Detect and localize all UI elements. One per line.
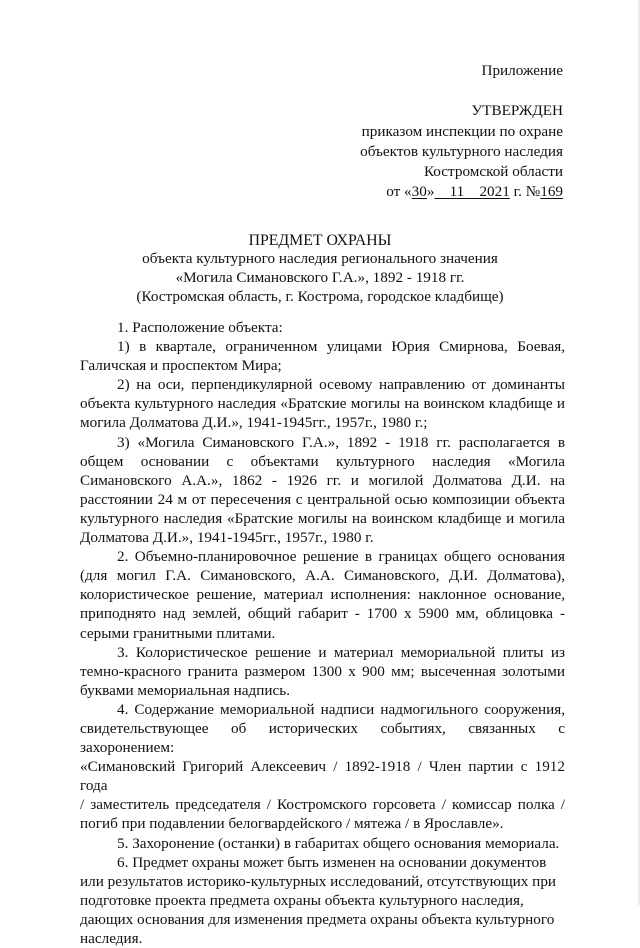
text-line: 3) «Могила Симановского Г.А.», 1892 - 1918 гг. располагается в xyxy=(117,433,565,451)
text-line: подготовке проекта предмета охраны объекта культурного наследия, xyxy=(80,891,524,909)
text-line: буквами мемориальная надпись. xyxy=(80,681,290,699)
title-line-2: «Могила Симановского Г.А.», 1892 - 1918 гг. xyxy=(175,269,465,286)
order-number: 169 xyxy=(540,183,563,200)
text-line: свидетельствующее об исторических событиях, связанных с захоронением: xyxy=(80,719,565,757)
text-line: 2) на оси, перпендикулярной осевому направлению от доминанты xyxy=(117,376,565,394)
text-line: / заместитель председателя / Костромского горсовета / комиссар полка / xyxy=(80,796,565,814)
text-line: приподнято над землей, общий габарит - 1700 х 5900 мм, облицовка - xyxy=(80,605,565,623)
date-day: 30 xyxy=(411,183,427,200)
document-title: ПРЕДМЕТ ОХРАНЫ xyxy=(248,232,392,249)
text-line: Симановского А.А.», 1862 - 1926 гг. и могилой Долматова Д.И. на xyxy=(80,471,565,489)
date-after-day: » xyxy=(426,183,435,200)
text-line: серыми гранитными плитами. xyxy=(80,624,276,642)
approval-line-3: Костромской области xyxy=(423,163,563,180)
text-line: могила Долматова Д.И.», 1941-1945гг., 1957г., 1980 г.; xyxy=(80,414,428,432)
text-line: 6. Предмет охраны может быть изменен на основании документов xyxy=(117,853,547,871)
text-line: колористическое решение, материал исполнения: наклонное основание, xyxy=(80,586,565,604)
number-prefix: г. № xyxy=(509,183,541,200)
section-1-heading: 1. Расположение объекта: xyxy=(117,319,283,336)
text-line: дающих основания для изменения предмета охраны объекта культурного xyxy=(80,910,555,928)
text-line: погиб при подавлении белогвардейского / мятежа / в Ярославле». xyxy=(80,815,504,833)
text-line: 5. Захоронение (останки) в габаритах общего основания мемориала. xyxy=(117,834,560,852)
approval-date-line xyxy=(386,182,563,201)
text-line: общем основании с объектами культурного наследия «Могила xyxy=(80,452,565,470)
text-line: Галичская и проспектом Мира; xyxy=(80,357,282,375)
text-line: «Симановский Григорий Алексеевич / 1892-1918 / Член партии с 1912 года xyxy=(80,758,565,795)
text-line: объекта культурного наследия «Братские могилы на воинском кладбище и xyxy=(80,395,565,413)
text-line: наследия. xyxy=(80,930,143,947)
title-line-3: (Костромская область, г. Кострома, городское кладбище) xyxy=(136,288,504,305)
text-line: расстоянии 24 м от пересечения с центральной осью композиции объекта xyxy=(80,490,565,508)
text-line: 3. Колористическое решение и материал мемориальной плиты из xyxy=(117,643,565,661)
date-month-year: 11 2021 xyxy=(449,183,510,200)
approval-line-1: приказом инспекции по охране xyxy=(361,123,563,140)
appendix-label: Приложение xyxy=(481,62,563,79)
text-line: 4. Содержание мемориальной надписи надмогильного сооружения, xyxy=(117,700,565,718)
text-line: 1) в квартале, ограниченном улицами Юрия Смирнова, Боевая, xyxy=(117,338,565,356)
text-line: 2. Объемно-планировочное решение в границах общего основания xyxy=(117,548,565,566)
approval-line-2: объектов культурного наследия xyxy=(360,143,563,160)
text-line: или результатов историко-культурных исследований, отсутствующих при xyxy=(80,872,557,890)
document-body xyxy=(80,318,565,948)
title-line-1: объекта культурного наследия регионального значения xyxy=(142,250,498,267)
date-prefix: от « xyxy=(386,183,412,200)
approved-heading: УТВЕРЖДЕН xyxy=(471,102,563,119)
text-line: культурного наследия «Братские могилы на воинском кладбище и могила xyxy=(80,509,565,527)
text-line: темно-красного гранита размером 1300 х 900 мм; высеченная золотыми xyxy=(80,662,565,680)
text-line: (для могил Г.А. Симановского, А.А. Симановского, Д.И. Долматова), xyxy=(80,567,565,585)
text-line: Долматова Д.И.», 1941-1945гг., 1957г., 1980 г. xyxy=(80,529,374,547)
